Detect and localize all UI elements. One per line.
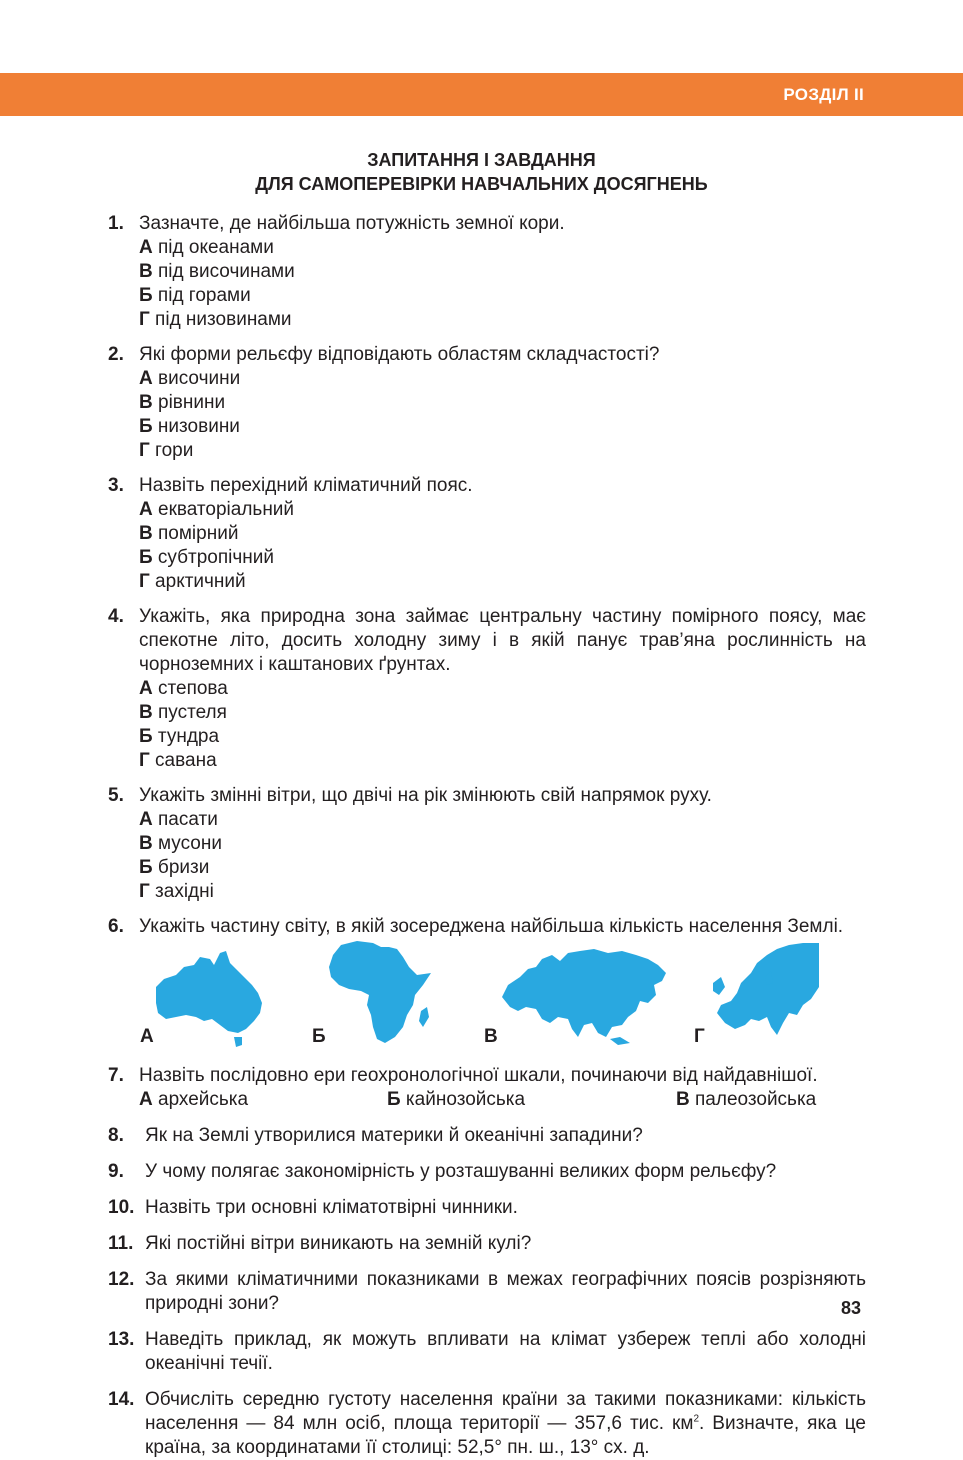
option-letter: Б — [139, 285, 153, 306]
africa-map — [327, 939, 439, 1047]
answer-option — [139, 415, 531, 439]
answer-option — [139, 391, 531, 415]
answer-option — [139, 570, 531, 594]
map-label-b: Б — [312, 1026, 326, 1047]
question-number: 14. — [108, 1389, 135, 1410]
option-text: гори — [149, 440, 194, 461]
question-text: Укажіть частину світу, в якій зосереджена найбільша кількість населення Землі. — [139, 916, 844, 937]
answer-option — [139, 260, 531, 284]
option-text: архейська — [152, 1089, 249, 1110]
option-letter: Г — [139, 440, 150, 461]
option-text: під височинами — [152, 261, 295, 282]
option-text: західні — [149, 881, 214, 902]
option-letter: А — [139, 368, 153, 389]
section-label: РОЗДІЛ ІІ — [783, 85, 864, 104]
answer-option — [387, 1088, 676, 1112]
option-letter: Б — [139, 547, 153, 568]
page-title-line-1: ЗАПИТАННЯ І ЗАВДАННЯ — [367, 150, 596, 170]
option-letter: В — [676, 1089, 690, 1110]
question-text: Зазначте, де найбільша потужність земної кори. — [139, 213, 565, 234]
answer-options — [139, 367, 866, 463]
question-text: Назвіть три основні кліматотвірні чинники. — [145, 1197, 518, 1218]
question-text: Які форми рельєфу відповідають областям складчастості? — [139, 344, 660, 365]
option-letter: А — [139, 1089, 153, 1110]
option-letter: Г — [139, 309, 150, 330]
option-text: помірний — [152, 523, 239, 544]
answer-option — [139, 546, 531, 570]
page-title — [0, 148, 963, 196]
option-letter: А — [139, 809, 153, 830]
answer-options — [139, 1088, 866, 1112]
question-14 — [108, 1388, 866, 1460]
question-7 — [108, 1064, 866, 1112]
option-text: субтропічний — [152, 547, 274, 568]
option-letter: А — [139, 499, 153, 520]
question-text: Укажіть, яка природна зона займає центральну частину помірного поясу, має спекотне літо, досить холодну зиму і в якій панує трав’яна рослинність на чорноземних і каштанових ґрунтах. — [139, 606, 866, 675]
answer-options — [139, 498, 866, 594]
option-text: височини — [152, 368, 241, 389]
question-text: Назвіть послідовно ери геохронологічної шкали, починаючи від найдавнішої. — [139, 1065, 818, 1086]
superscript-2: 2 — [693, 1413, 699, 1425]
answer-option — [139, 725, 531, 749]
question-number: 4. — [108, 606, 124, 627]
question-number: 9. — [108, 1161, 124, 1182]
option-text: рівнини — [152, 392, 226, 413]
option-letter: Б — [139, 857, 153, 878]
question-text: За якими кліматичними показниками в межах географічних поясів розрізняють природні зони? — [145, 1269, 866, 1314]
option-text: пасати — [152, 809, 218, 830]
answer-option — [139, 677, 531, 701]
australia-map — [154, 949, 266, 1049]
question-number: 6. — [108, 916, 124, 937]
question-number: 7. — [108, 1065, 124, 1086]
question-text: Які постійні вітри виникають на земній кулі? — [145, 1233, 532, 1254]
question-text: Укажіть змінні вітри, що двічі на рік змінюють свій напрямок руху. — [139, 785, 712, 806]
option-text: степова — [152, 678, 228, 699]
question-number: 2. — [108, 344, 124, 365]
question-text: У чому полягає закономірність у розташуванні великих форм рельєфу? — [145, 1161, 777, 1182]
option-letter: В — [139, 523, 153, 544]
map-label-g: Г — [694, 1026, 705, 1047]
option-text: низовини — [152, 416, 240, 437]
answer-options — [139, 677, 866, 773]
option-text: екваторіальний — [152, 499, 295, 520]
option-text: пустеля — [152, 702, 227, 723]
question-number: 1. — [108, 213, 124, 234]
question-1 — [108, 212, 866, 332]
option-letter: А — [139, 678, 153, 699]
answer-option — [139, 439, 531, 463]
question-text — [145, 1388, 866, 1460]
option-text: савана — [149, 750, 217, 771]
question-4 — [108, 605, 866, 773]
answer-options — [139, 236, 866, 332]
question-text: Як на Землі утворилися материки й океанічні западини? — [145, 1125, 643, 1146]
answer-option — [139, 367, 531, 391]
option-text: палеозойська — [689, 1089, 817, 1110]
answer-option — [139, 498, 531, 522]
continent-maps — [108, 939, 866, 1061]
option-letter: Г — [139, 750, 150, 771]
option-letter: Г — [139, 571, 150, 592]
question-9 — [108, 1160, 866, 1184]
page-number: 83 — [840, 1298, 861, 1318]
question-13 — [108, 1328, 866, 1376]
option-letter: В — [139, 392, 153, 413]
question-text: Наведіть приклад, як можуть впливати на клімат узбереж теплі або холодні океанічні течії. — [145, 1329, 866, 1374]
option-letter: Г — [139, 881, 150, 902]
europe-map — [711, 943, 819, 1043]
answer-option — [139, 236, 531, 260]
option-letter: В — [139, 833, 153, 854]
map-label-v: В — [484, 1026, 498, 1047]
question-2 — [108, 343, 866, 463]
option-text: тундра — [152, 726, 220, 747]
option-letter: В — [139, 261, 153, 282]
question-8 — [108, 1124, 866, 1148]
question-text-part-2: . Визначте, яка це країна, за координатами її столиці: 52,5° пн. ш., 13° сх. д. — [145, 1413, 866, 1458]
answer-option — [139, 808, 531, 832]
question-number: 3. — [108, 475, 124, 496]
answer-option — [139, 856, 531, 880]
option-text: під горами — [152, 285, 251, 306]
option-letter: А — [139, 237, 153, 258]
question-5 — [108, 784, 866, 904]
option-letter: Б — [139, 416, 153, 437]
answer-option — [139, 308, 531, 332]
question-3 — [108, 474, 866, 594]
question-text: Назвіть перехідний кліматичний пояс. — [139, 475, 473, 496]
option-letter: Б — [139, 726, 153, 747]
question-12 — [108, 1268, 866, 1316]
question-text-part-1: Обчисліть середню густоту населення країни за такими показниками: кількість населення — 84 млн осіб, площа території — 357,6 тис. км — [145, 1389, 866, 1434]
question-number: 11. — [108, 1233, 134, 1254]
answer-option — [139, 1088, 387, 1112]
question-number: 10. — [108, 1197, 135, 1218]
answer-option — [139, 880, 531, 904]
question-number: 13. — [108, 1329, 135, 1350]
option-letter: Б — [387, 1089, 401, 1110]
answer-option — [139, 284, 531, 308]
option-text: бризи — [152, 857, 210, 878]
section-header-band — [0, 73, 963, 116]
option-letter: В — [139, 702, 153, 723]
map-label-a: А — [140, 1026, 154, 1047]
answer-option — [139, 522, 531, 546]
question-number: 5. — [108, 785, 124, 806]
question-10 — [108, 1196, 866, 1220]
option-text: кайнозойська — [400, 1089, 526, 1110]
answer-option — [139, 701, 531, 725]
question-number: 12. — [108, 1269, 135, 1290]
answer-option — [139, 832, 531, 856]
questions-list — [108, 212, 866, 1460]
option-text: під низовинами — [149, 309, 292, 330]
option-text: під океанами — [152, 237, 274, 258]
question-11 — [108, 1232, 866, 1256]
answer-option — [139, 749, 531, 773]
answer-option — [676, 1088, 816, 1112]
option-text: арктичний — [149, 571, 246, 592]
eurasia-map — [498, 945, 670, 1047]
answer-options — [139, 808, 866, 904]
question-6 — [108, 915, 866, 1061]
option-text: мусони — [152, 833, 222, 854]
page-title-line-2: ДЛЯ САМОПЕРЕВІРКИ НАВЧАЛЬНИХ ДОСЯГНЕНЬ — [255, 174, 708, 194]
question-number: 8. — [108, 1125, 124, 1146]
